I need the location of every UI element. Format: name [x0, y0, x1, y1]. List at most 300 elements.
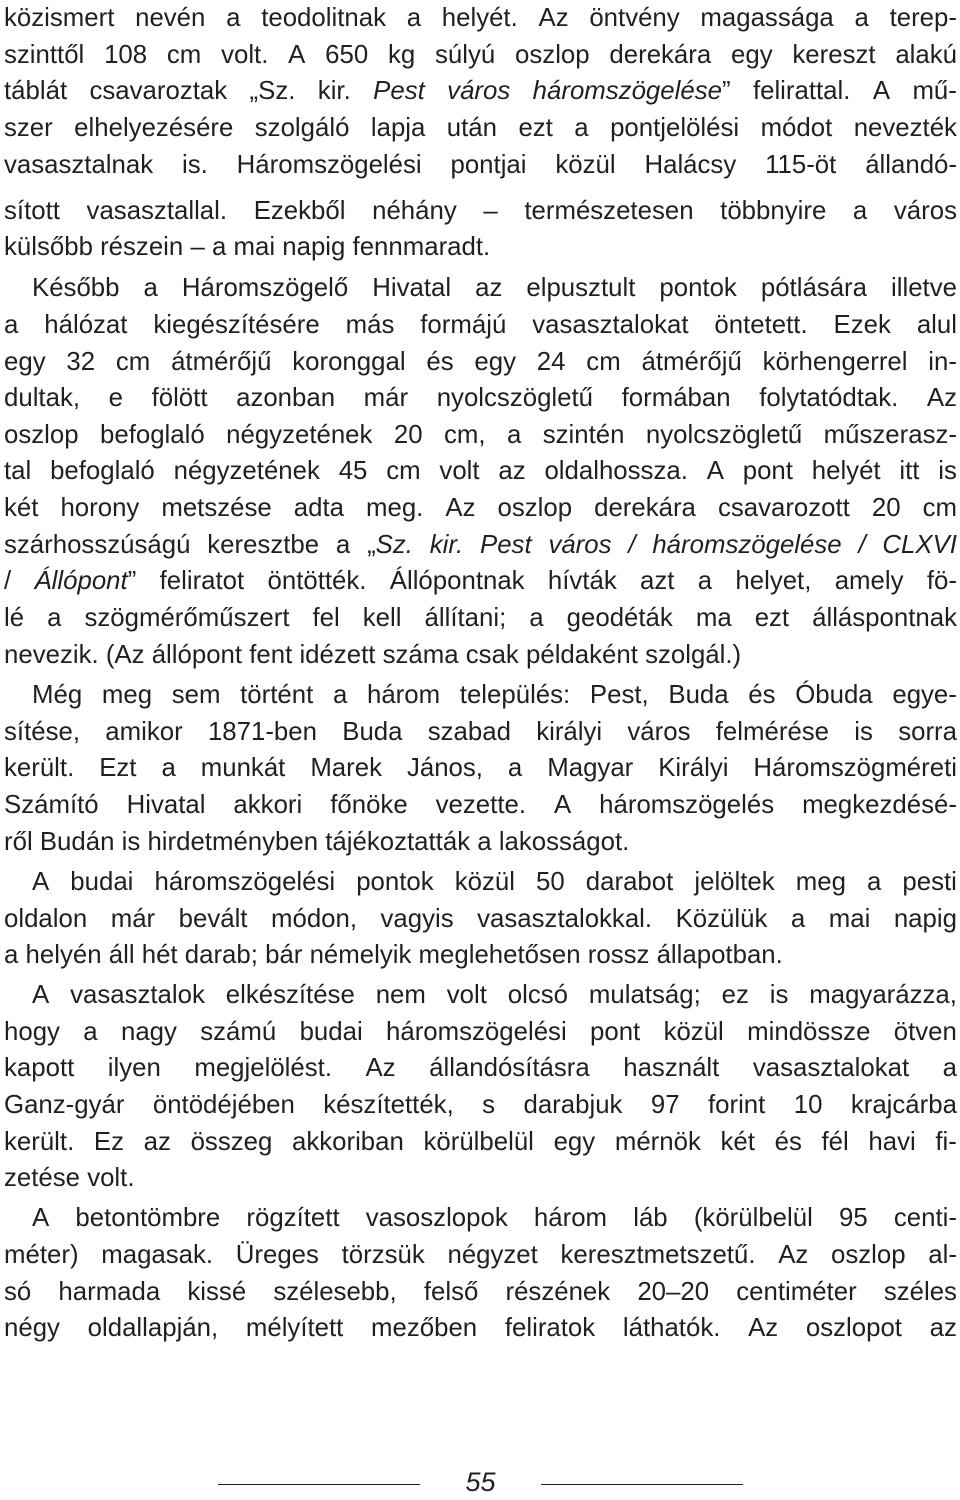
word: [271, 901, 357, 938]
text: hálózat: [44, 311, 128, 339]
word: [294, 490, 344, 527]
text: fél: [821, 1128, 849, 1156]
text: Az: [926, 384, 957, 412]
word: [466, 637, 519, 674]
italic-text: /: [628, 531, 636, 559]
word: [323, 1087, 453, 1124]
word: [4, 563, 11, 600]
text: Buda: [342, 718, 403, 746]
text: formájú: [420, 311, 507, 339]
text-line: [4, 37, 957, 74]
text: ez: [721, 981, 749, 1009]
text: feliratok: [504, 1314, 596, 1342]
word: [318, 73, 351, 110]
word: [694, 1200, 813, 1237]
word: [853, 193, 867, 230]
text-line: [4, 229, 957, 266]
word: [806, 1310, 902, 1347]
text: megjelölést.: [194, 1054, 332, 1082]
word: [812, 600, 957, 637]
word: [201, 750, 286, 787]
word: [254, 193, 346, 230]
text: Ganz-gyár: [4, 1091, 125, 1119]
text: már: [363, 384, 409, 412]
word: [460, 677, 570, 714]
text: meg: [101, 681, 153, 709]
text: a: [335, 531, 351, 559]
word: [477, 824, 491, 861]
text: Háromszögelő: [181, 274, 349, 302]
word: [761, 110, 833, 147]
word: [4, 344, 46, 381]
text: amely: [834, 567, 904, 595]
word: [928, 344, 957, 381]
text: áll: [108, 941, 135, 969]
word: [824, 417, 957, 454]
word: [386, 453, 420, 490]
text: és: [426, 348, 454, 376]
word: [84, 600, 289, 637]
word: [834, 307, 891, 344]
word: [32, 1200, 49, 1237]
word: [4, 1310, 60, 1347]
word: [172, 677, 221, 714]
text: kg: [388, 41, 416, 69]
text: oldalon: [4, 905, 88, 933]
text: budai: [299, 1018, 363, 1046]
word: [508, 750, 522, 787]
text: A: [32, 981, 50, 1009]
text: kereszt: [792, 41, 876, 69]
word: [144, 270, 158, 307]
word: [831, 1237, 906, 1274]
word: [765, 147, 836, 184]
text: láthatók.: [622, 1314, 721, 1342]
text: harmada: [58, 1278, 161, 1306]
text: öntetett.: [714, 311, 808, 339]
word: [233, 787, 302, 824]
text: helyén: [25, 941, 102, 969]
text: vasasztallal.: [86, 197, 228, 225]
text-line: [4, 600, 957, 637]
text: királyi: [536, 718, 603, 746]
text: illetve: [891, 274, 957, 302]
word: [366, 490, 423, 527]
word: [424, 1274, 479, 1311]
word: [507, 417, 521, 454]
text: fi-: [935, 1128, 957, 1156]
text: szögmérőműszert: [84, 604, 290, 632]
word: [99, 750, 136, 787]
word: [544, 453, 687, 490]
text: a: [942, 1054, 957, 1082]
word: [532, 307, 688, 344]
text: Pest,: [589, 681, 649, 709]
text: meg: [795, 868, 846, 896]
text-line: [4, 677, 957, 714]
text: vasasztalokat: [752, 1054, 910, 1082]
word: [633, 1200, 667, 1237]
word: [483, 193, 497, 230]
text: Az: [778, 1241, 809, 1269]
text-line: [4, 1014, 957, 1051]
word: [554, 787, 571, 824]
word: [122, 824, 141, 861]
text-line: [4, 937, 957, 974]
text: ötven: [893, 1018, 957, 1046]
text: idézett: [299, 641, 376, 669]
word: [4, 0, 114, 37]
text: hét: [141, 941, 178, 969]
word: [4, 73, 67, 110]
word: [534, 1200, 607, 1237]
text-line: [4, 490, 957, 527]
word: [32, 864, 49, 901]
text: a: [226, 4, 241, 32]
text: közül: [555, 151, 616, 179]
word: [770, 977, 789, 1014]
word: [445, 490, 475, 527]
word: [116, 344, 150, 381]
word: [179, 901, 248, 938]
text: 45: [338, 457, 368, 485]
text: A: [706, 457, 724, 485]
text: derekára: [609, 41, 712, 69]
word: [718, 490, 850, 527]
text: amikor: [105, 718, 183, 746]
text: egy: [4, 348, 46, 376]
text-line: [4, 1237, 957, 1274]
text: vasoszlopok: [365, 1204, 508, 1232]
text: táblát: [4, 77, 68, 105]
text: fennmaradt.: [352, 233, 491, 261]
word: [282, 229, 345, 266]
word: [851, 1087, 957, 1124]
text: részein: [100, 233, 184, 261]
text: centiméter: [736, 1278, 857, 1306]
word: [523, 1087, 622, 1124]
text: folytatódtak.: [759, 384, 899, 412]
text: napig: [282, 233, 346, 261]
word: [444, 417, 486, 454]
text: –: [483, 197, 498, 225]
word: [212, 229, 226, 266]
word: [325, 824, 470, 861]
text: Háromszögelési: [236, 151, 422, 179]
word: [882, 527, 957, 564]
text: magyarázza,: [809, 981, 957, 1009]
text: 20: [393, 421, 423, 449]
text: nevén: [135, 4, 206, 32]
text: külsőbb: [4, 233, 93, 261]
text: Ez: [93, 1128, 125, 1156]
word: [310, 750, 382, 787]
text: szer: [4, 114, 53, 142]
text: láb: [633, 1204, 668, 1232]
text: adta: [293, 494, 344, 522]
word: [388, 37, 415, 74]
text: nyolcszögletű: [645, 421, 803, 449]
word: [292, 344, 405, 381]
word: [498, 453, 525, 490]
word: [105, 714, 182, 751]
text: „Sz.: [249, 77, 296, 105]
text-line: [4, 750, 957, 787]
word: [927, 380, 957, 417]
text: vasasztalok: [70, 981, 205, 1009]
text: öntötték.: [267, 567, 367, 595]
word: [336, 527, 350, 564]
word: [778, 1237, 808, 1274]
word: [590, 677, 649, 714]
text: mindössze: [747, 1018, 871, 1046]
word: [390, 563, 525, 600]
text: rossz: [587, 941, 650, 969]
text: hogy: [4, 1018, 60, 1046]
text: körhengerrel: [762, 348, 908, 376]
text: havi: [868, 1128, 916, 1156]
text: természetesen: [524, 197, 694, 225]
text: példaként: [526, 641, 638, 669]
text: volt.: [87, 1164, 135, 1192]
word: [574, 110, 588, 147]
text: Ezekből: [253, 197, 346, 225]
text: sorra: [898, 718, 957, 746]
word: [628, 527, 635, 564]
word: [226, 417, 372, 454]
word: [435, 37, 495, 74]
text: kiegészítésére: [153, 311, 320, 339]
word: [894, 1014, 957, 1051]
text: a: [854, 4, 869, 32]
word: [714, 307, 807, 344]
text: szárhosszúságú: [4, 531, 191, 559]
word: [547, 750, 633, 787]
text: Ezt: [99, 754, 137, 782]
text-line: [4, 637, 957, 674]
word: [333, 677, 347, 714]
word: [664, 1014, 724, 1051]
text: részének: [505, 1278, 611, 1306]
text: lakosságot.: [498, 828, 630, 856]
text-line: [4, 453, 957, 490]
text: megkezdésé-: [802, 791, 957, 819]
word: [884, 1274, 957, 1311]
word: [775, 1124, 802, 1161]
text: Háromszögméreti: [753, 754, 957, 782]
text: súlyú: [435, 41, 496, 69]
word: [261, 0, 386, 37]
text: A: [872, 77, 891, 105]
word: [867, 864, 881, 901]
text: sított: [4, 197, 60, 225]
word: [623, 1310, 721, 1347]
text: a: [143, 274, 158, 302]
word: [4, 1050, 74, 1087]
word: [894, 1200, 957, 1237]
text: cm: [115, 348, 151, 376]
text: város: [627, 718, 691, 746]
text: a: [529, 604, 544, 632]
word: [4, 637, 99, 674]
word: [599, 787, 774, 824]
word: [641, 344, 741, 381]
word: [366, 1050, 396, 1087]
word: [40, 824, 115, 861]
text: és: [748, 681, 776, 709]
text: oszlop: [830, 1241, 906, 1269]
text: állandó-: [865, 151, 957, 179]
word: [419, 937, 581, 974]
text: többnyire: [720, 197, 827, 225]
word: [4, 750, 74, 787]
word: [74, 110, 233, 147]
word: [313, 600, 340, 637]
word: [731, 37, 773, 74]
word: [829, 901, 871, 938]
word: [873, 73, 890, 110]
word: [938, 453, 957, 490]
text: körülbelül: [423, 1128, 534, 1156]
footer-rule-left: [218, 1484, 420, 1485]
text-line: [4, 147, 957, 184]
text: is: [769, 981, 789, 1009]
text: a: [507, 754, 523, 782]
text: is.: [182, 151, 208, 179]
word: [676, 901, 768, 938]
word: [100, 229, 183, 266]
text: más: [345, 311, 395, 339]
text: pontjelölési: [610, 114, 740, 142]
text: Királyi: [658, 754, 729, 782]
text: Közülük: [675, 905, 768, 933]
word: [268, 563, 367, 600]
text: zetése: [4, 1164, 81, 1192]
text: 115-öt: [765, 151, 837, 179]
word: [26, 937, 102, 974]
text: kapott: [4, 1054, 75, 1082]
text: budai: [70, 868, 134, 896]
word: [658, 750, 728, 787]
text: ezt: [754, 604, 790, 632]
text: álláspontnak: [812, 604, 957, 632]
text: a: [697, 567, 713, 595]
text: mulatság;: [588, 981, 701, 1009]
word: [498, 490, 573, 527]
word: [622, 380, 731, 417]
text: négy: [4, 1314, 60, 1342]
text: néhány: [372, 197, 457, 225]
word: [736, 1274, 856, 1311]
text: Később: [32, 274, 120, 302]
word: [858, 527, 865, 564]
word: [249, 637, 292, 674]
word: [716, 714, 829, 751]
word: [371, 110, 426, 147]
word: [899, 453, 919, 490]
word: [455, 864, 515, 901]
text-line: [4, 73, 957, 110]
text-line: [4, 1124, 957, 1161]
word: [657, 937, 783, 974]
text: három: [366, 681, 441, 709]
word: [4, 110, 53, 147]
word: [152, 637, 242, 674]
text: átmérőjű: [171, 348, 272, 376]
text: feliratot: [159, 567, 245, 595]
word: [927, 563, 957, 600]
text: az: [475, 274, 503, 302]
text: szélesebb,: [273, 1278, 397, 1306]
word: [902, 864, 957, 901]
text: a: [4, 311, 19, 339]
text-line: [4, 527, 957, 564]
text: metszése: [161, 494, 272, 522]
text: vezette.: [435, 791, 526, 819]
italic-text: Pest: [373, 77, 425, 105]
word: [561, 1237, 756, 1274]
text: al-: [928, 1241, 957, 1269]
text: a: [332, 681, 348, 709]
word: [698, 563, 712, 600]
text: helyet,: [735, 567, 812, 595]
word: [533, 73, 731, 110]
text-line: [4, 563, 957, 600]
word: [480, 527, 532, 564]
text: 97: [650, 1091, 680, 1119]
word: [753, 1050, 909, 1087]
text: is: [121, 828, 141, 856]
word: [839, 1200, 868, 1237]
text: számú: [200, 1018, 277, 1046]
word: [4, 1124, 74, 1161]
text-line: [4, 380, 957, 417]
word: [809, 977, 957, 1014]
text: összeg: [190, 1128, 273, 1156]
text: pont: [590, 1018, 641, 1046]
word: [4, 1237, 79, 1274]
text: állapotban.: [656, 941, 783, 969]
word: [371, 1310, 477, 1347]
word: [4, 527, 190, 564]
word: [477, 901, 652, 938]
page-footer: [0, 1462, 960, 1498]
text: ”: [721, 77, 731, 105]
text: pótlására: [760, 274, 867, 302]
word: [594, 490, 696, 527]
text: Számító: [4, 791, 99, 819]
word: [637, 1274, 709, 1311]
text: 108: [104, 41, 148, 69]
text: a: [406, 4, 422, 32]
text: település:: [459, 681, 571, 709]
text-line: [4, 1310, 957, 1347]
text: a: [506, 421, 522, 449]
word: [182, 270, 348, 307]
word: [524, 193, 693, 230]
text: Ezek: [833, 311, 891, 339]
word: [94, 1124, 124, 1161]
text: kissé: [187, 1278, 247, 1306]
text: 20: [871, 494, 901, 522]
text: már: [110, 905, 156, 933]
text: in-: [928, 348, 957, 376]
word: [898, 714, 957, 751]
word: [191, 1124, 273, 1161]
text: a: [161, 754, 176, 782]
word: [537, 344, 566, 381]
word: [240, 677, 313, 714]
